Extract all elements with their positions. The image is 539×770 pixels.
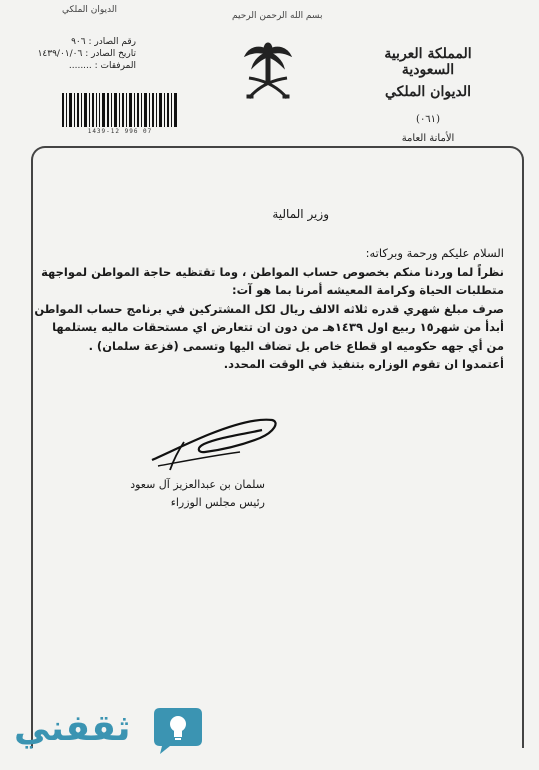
royal-court-caption: الديوان الملكي xyxy=(62,5,117,15)
issued-date: تاريخ الصادر : ١٤٣٩/٠١/٠٦ xyxy=(37,49,136,59)
letter-line: صرف مبلغ شهري قدره ثلاثه الالف ريال لكل المشتركين في برنامج حساب المواطن xyxy=(34,301,504,316)
addressee: وزير المالية xyxy=(272,207,329,221)
watermark-logo-text: ثقفني xyxy=(14,708,131,749)
barcode xyxy=(62,93,178,127)
diwan-name: الديوان الملكي xyxy=(385,84,471,100)
letter-line: أبدأ من شهر١٥ ربيع اول ١٤٣٩هـ من دون ان تتعارض اي مستحقات ماليه يستلمها xyxy=(52,320,504,334)
letter-line: من أي جهه حكوميه او قطاع خاص بل تضاف اليها وتسمى (فزعة سلمان) . xyxy=(88,338,504,353)
barcode-number: 1439-12 996 07 xyxy=(87,128,153,135)
basmala-caption: بسم الله الرحمن الرحيم xyxy=(232,11,323,21)
issued-number: رقم الصادر : ٩٠٦ xyxy=(71,37,136,47)
attachments: المرفقات : ........ xyxy=(68,61,136,71)
letter-line: متطلبات الحياة وكرامة المعيشه أمرنا بما هو آت: xyxy=(232,283,504,297)
letter-body xyxy=(34,244,504,374)
letter-line: نظراً لما وردنا منكم بخصوص حساب المواطن ، وما تقتظيه حاجة المواطن لمواجهة xyxy=(41,264,504,279)
signer-name: سلمان بن عبدالعزيز آل سعود xyxy=(130,478,265,491)
signer-block xyxy=(95,476,265,512)
issuer-letterhead xyxy=(362,46,494,144)
kingdom-name: المملكة العربية السعودية xyxy=(384,46,472,78)
saudi-emblem-icon xyxy=(243,40,293,106)
general-secretariat: الأمانة العامة xyxy=(401,133,455,144)
reference-block xyxy=(37,36,136,72)
letter-line: أعتمدوا ان تقوم الوزاره بتنفيذ في الوقت المحدد. xyxy=(223,357,504,371)
diwan-code: (٠٦١) xyxy=(416,114,440,125)
greeting: السلام عليكم ورحمة وبركاته: xyxy=(365,246,504,260)
lightbulb-icon xyxy=(148,706,206,756)
handwritten-signature xyxy=(150,412,280,472)
signer-title: رئيس مجلس الوزراء xyxy=(170,496,265,509)
